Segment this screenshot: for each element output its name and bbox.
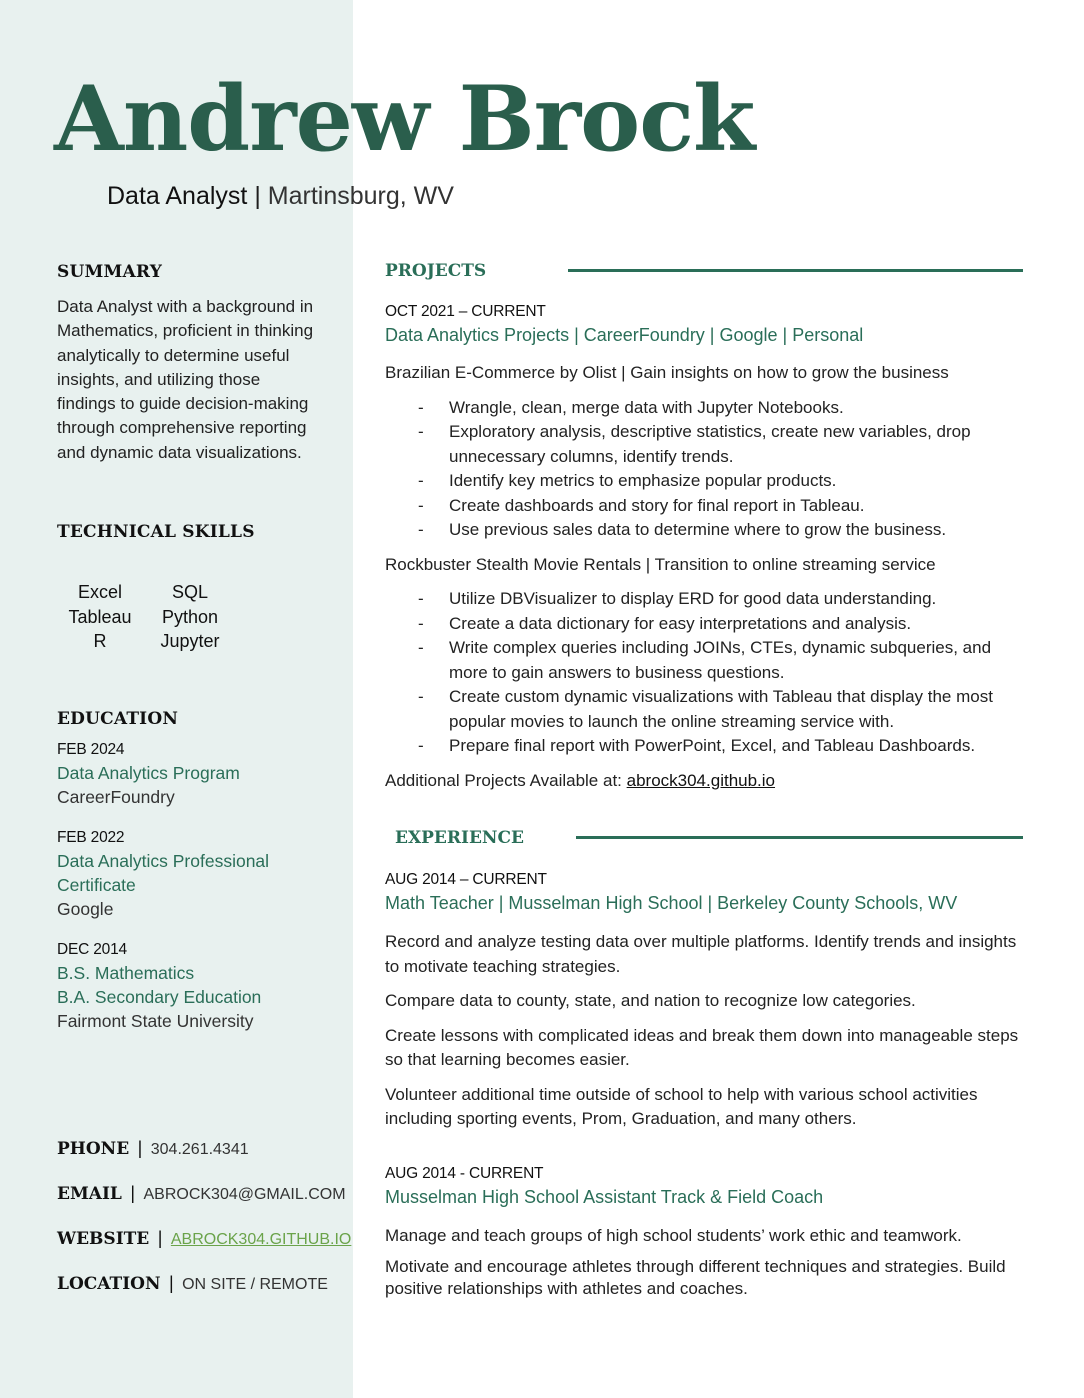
contact-separator: | <box>157 1228 163 1248</box>
bullet-item <box>385 469 1025 494</box>
home-location: Martinsburg, WV <box>267 182 454 210</box>
bullet-item <box>385 518 1025 543</box>
bullet-text: Prepare final report with PowerPoint, Excel, and Tableau Dashboards. <box>449 736 976 755</box>
education-title: B.A. Secondary Education <box>57 987 262 1007</box>
bullet-text: Wrangle, clean, merge data with Jupyter Notebooks. <box>449 397 844 417</box>
bullet-text: Use previous sales data to determine where to grow the business. <box>449 520 947 539</box>
bullet-dash: - <box>418 495 424 515</box>
skills-heading: TECHNICAL SKILLS <box>57 522 255 542</box>
education-title: B.S. Mathematics <box>57 963 195 983</box>
bullet-item <box>385 396 1025 421</box>
skill-item: Python <box>161 606 219 627</box>
education-heading: EDUCATION <box>57 709 179 729</box>
skill-item: Jupyter <box>160 631 220 651</box>
job-duty: Volunteer additional time outside of school to help with various school activities including sporting events, Prom, Graduation, and many others. <box>385 1084 978 1128</box>
bullet-dash: - <box>418 589 424 608</box>
contact-phone <box>57 1138 249 1159</box>
phone-value: 304.261.4341 <box>150 1141 249 1158</box>
projects-section <box>385 261 1025 793</box>
tagline <box>107 182 454 211</box>
skill-item: Tableau <box>68 606 132 627</box>
education-item <box>57 739 342 809</box>
bullet-item <box>385 685 1025 734</box>
skill-item: SQL <box>171 582 209 602</box>
website-link[interactable]: ABROCK304.GITHUB.IO <box>170 1231 352 1248</box>
education-date: FEB 2024 <box>57 741 125 758</box>
contact-separator: | <box>168 1273 174 1293</box>
contact-separator: | <box>137 1138 143 1158</box>
bullet-dash: - <box>418 397 424 417</box>
job-role: Data Analyst <box>107 182 248 210</box>
summary-line: insights, and utilizing those <box>57 369 261 389</box>
education-title: Certificate <box>57 875 136 895</box>
bullet-item <box>385 420 1025 469</box>
contact-email <box>57 1183 346 1204</box>
education-item <box>57 827 342 921</box>
bullet-dash: - <box>418 687 424 706</box>
job-duty: Motivate and encourage athletes through different techniques and strategies. Build positive relationships with athletes and coaches. <box>385 1257 1006 1298</box>
tagline-separator: | <box>254 182 261 210</box>
experience-heading: EXPERIENCE <box>395 828 524 848</box>
email-value: ABROCK304@GMAIL.COM <box>143 1186 346 1203</box>
bullet-text: Write complex queries including JOINs, CTEs, dynamic subqueries, and more to gain answers to business questions. <box>449 638 992 682</box>
projects-title: Data Analytics Projects | CareerFoundry | Google | Personal <box>385 325 864 345</box>
summary-section <box>57 262 342 465</box>
education-title: Data Analytics Program <box>57 763 240 783</box>
education-school: CareerFoundry <box>57 787 175 807</box>
projects-date: OCT 2021 – CURRENT <box>385 303 546 320</box>
contact-location <box>57 1273 328 1294</box>
bullet-text: Create a data dictionary for easy interpretations and analysis. <box>449 613 912 633</box>
project-bullets <box>385 396 1025 543</box>
job-duty: Manage and teach groups of high school students’ work ethic and teamwork. <box>385 1225 962 1245</box>
bullet-text: Utilize DBVisualizer to display ERD for good data understanding. <box>449 589 937 608</box>
bullet-item <box>385 612 1025 637</box>
job-duty: Compare data to county, state, and nation to recognize low categories. <box>385 991 916 1010</box>
summary-text <box>57 295 342 465</box>
bullet-dash: - <box>418 520 424 539</box>
bullet-text: Exploratory analysis, descriptive statistics, create new variables, drop unnecessary columns, identify trends. <box>449 422 971 466</box>
bullet-item <box>385 494 1025 519</box>
education-school: Fairmont State University <box>57 1011 254 1031</box>
website-label: WEBSITE <box>57 1229 150 1249</box>
bullet-text: Create dashboards and story for final report in Tableau. <box>449 495 865 515</box>
education-date: FEB 2022 <box>57 829 125 846</box>
bullet-dash: - <box>418 613 424 633</box>
project-title: Brazilian E-Commerce by Olist | Gain insights on how to grow the business <box>385 363 949 382</box>
candidate-name: Andrew Brock <box>54 66 755 172</box>
summary-line: findings to guide decision-making <box>57 394 309 414</box>
project-bullets <box>385 587 1025 759</box>
education-item <box>57 939 342 1033</box>
bullet-text: Identify key metrics to emphasize popular products. <box>449 471 837 490</box>
summary-line: analytically to determine useful <box>57 345 290 365</box>
bullet-dash: - <box>418 638 424 657</box>
job-duty: Record and analyze testing data over multiple platforms. Identify trends and insights to motivate teaching strategies. <box>385 932 1017 976</box>
bullet-dash: - <box>418 422 424 441</box>
education-school: Google <box>57 899 114 919</box>
projects-heading: PROJECTS <box>385 261 487 281</box>
summary-line: Data Analyst with a background in <box>57 297 314 316</box>
bullet-item <box>385 587 1025 612</box>
experience-section <box>385 828 1025 1300</box>
additional-projects-label: Additional Projects Available at: <box>385 770 627 790</box>
job-duty: Create lessons with complicated ideas and break them down into manageable steps so that learning becomes easier. <box>385 1025 1019 1069</box>
education-section <box>57 709 342 1051</box>
skills-grid <box>60 580 240 654</box>
education-date: DEC 2014 <box>57 941 127 958</box>
bullet-dash: - <box>418 471 424 490</box>
skills-section <box>57 522 342 542</box>
summary-line: through comprehensive reporting <box>57 418 307 438</box>
location-label: LOCATION <box>57 1274 161 1294</box>
email-label: EMAIL <box>57 1184 122 1204</box>
summary-line: Mathematics, proficient in thinking <box>57 321 314 341</box>
bullet-item <box>385 734 1025 759</box>
project-title: Rockbuster Stealth Movie Rentals | Transition to online streaming service <box>385 554 936 574</box>
job-title: Math Teacher | Musselman High School | Berkeley County Schools, WV <box>385 893 958 913</box>
job-title: Musselman High School Assistant Track & Field Coach <box>385 1186 824 1207</box>
portfolio-link[interactable]: abrock304.github.io <box>626 770 776 790</box>
additional-projects <box>385 769 1025 794</box>
contact-separator: | <box>130 1183 136 1203</box>
job-date: AUG 2014 - CURRENT <box>385 1164 544 1182</box>
job-date: AUG 2014 – CURRENT <box>385 871 547 888</box>
bullet-dash: - <box>418 736 424 755</box>
location-value: ON SITE / REMOTE <box>182 1276 328 1293</box>
summary-line: and dynamic data visualizations. <box>57 442 302 462</box>
skill-item: R <box>93 631 107 651</box>
bullet-text: Create custom dynamic visualizations with Tableau that display the most popular movies to launch the online streaming service with. <box>449 687 993 731</box>
phone-label: PHONE <box>57 1139 130 1159</box>
education-title: Data Analytics Professional <box>57 851 270 871</box>
summary-heading: SUMMARY <box>57 262 163 282</box>
bullet-item <box>385 636 1025 685</box>
skill-item: Excel <box>77 582 122 602</box>
contact-website <box>57 1228 351 1249</box>
